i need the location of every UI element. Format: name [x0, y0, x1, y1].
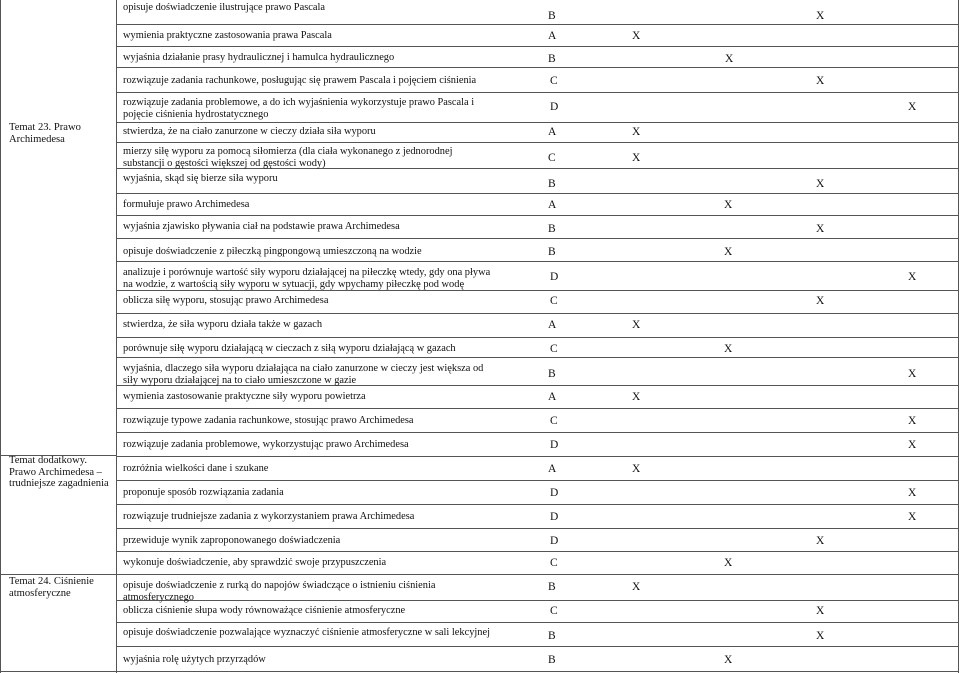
row-divider	[116, 67, 959, 68]
requirement-mark: X	[632, 30, 641, 42]
requirement-level: C	[550, 605, 558, 617]
requirement-level: D	[550, 511, 559, 523]
requirement-level: C	[550, 415, 558, 427]
row-divider	[116, 313, 959, 314]
row-divider	[116, 456, 959, 457]
requirement-level: A	[548, 319, 557, 331]
requirement-mark: X	[908, 368, 917, 380]
requirement-mark: X	[632, 319, 641, 331]
requirement-mark: X	[816, 10, 825, 22]
requirement-mark: X	[724, 654, 733, 666]
requirement-mark: X	[908, 439, 917, 451]
requirement-level: D	[550, 439, 559, 451]
requirement-mark: X	[908, 487, 917, 499]
requirement-mark: X	[724, 557, 733, 569]
requirement-level: D	[550, 535, 559, 547]
requirement-text: stwierdza, że na ciało zanurzone w cieczy działa siła wyporu	[123, 126, 376, 137]
requirement-text: wykonuje doświadczenie, aby sprawdzić swoje przypuszczenia	[123, 557, 387, 568]
requirement-level: C	[550, 557, 558, 569]
table-right-border	[958, 0, 959, 673]
requirement-level: B	[548, 654, 556, 666]
requirement-mark: X	[724, 246, 733, 258]
requirement-text: opisuje doświadczenie ilustrujące prawo Pascala	[123, 2, 325, 13]
requirement-text: oblicza siłę wyporu, stosując prawo Archimedesa	[123, 295, 329, 306]
requirement-mark: X	[816, 75, 825, 87]
requirement-text: stwierdza, że siła wyporu działa także w gazach	[123, 319, 323, 330]
requirement-text: oblicza ciśnienie słupa wody równoważące ciśnienie atmosferyczne	[123, 605, 406, 616]
requirement-text: proponuje sposób rozwiązania zadania	[123, 487, 284, 498]
requirement-level: B	[548, 581, 556, 593]
requirement-mark: X	[816, 630, 825, 642]
requirement-level: C	[548, 152, 556, 164]
requirement-mark: X	[632, 126, 641, 138]
requirement-level: C	[550, 75, 558, 87]
requirement-level: B	[548, 178, 556, 190]
requirement-level: A	[548, 199, 557, 211]
topic-label: Temat 24. Ciśnienie atmosferyczne	[9, 576, 94, 599]
row-divider	[116, 480, 959, 481]
requirement-text: mierzy siłę wyporu za pomocą siłomierza (dla ciała wykonanego z jednorodnej	[123, 146, 453, 157]
requirement-mark: X	[632, 152, 641, 164]
requirement-mark: X	[724, 199, 733, 211]
requirement-mark: X	[816, 605, 825, 617]
requirement-text: opisuje doświadczenie z rurką do napojów świadczące o istnieniu ciśnienia	[123, 580, 436, 591]
requirement-level: A	[548, 391, 557, 403]
requirement-text: wyjaśnia rolę użytych przyrządów	[123, 654, 266, 665]
requirement-text: pojęcie ciśnienia hydrostatycznego	[123, 108, 269, 120]
requirement-text: rozróżnia wielkości dane i szukane	[123, 463, 269, 474]
requirement-mark: X	[632, 463, 641, 475]
requirement-level: C	[550, 295, 558, 307]
topic-label: Temat dodatkowy. Prawo Archimedesa – trudniejsze zagadnienia	[9, 455, 109, 490]
requirement-text: wymienia zastosowanie praktyczne siły wyporu powietrza	[123, 391, 366, 402]
requirement-level: B	[548, 10, 556, 22]
topic-column-border	[116, 0, 117, 673]
requirement-text: rozwiązuje zadania problemowe, wykorzystując prawo Archimedesa	[123, 439, 409, 450]
requirement-mark: X	[816, 223, 825, 235]
row-divider	[116, 622, 959, 623]
requirement-text: przewiduje wynik zaproponowanego doświadczenia	[123, 535, 341, 546]
requirement-level: B	[548, 223, 556, 235]
requirement-text: wyjaśnia, dlaczego siła wyporu działająca na ciało zanurzone w cieczy jest większa od	[123, 363, 484, 374]
requirement-text: rozwiązuje zadania problemowe, a do ich wyjaśnienia wykorzystuje prawo Pascala i	[123, 97, 475, 108]
topic-label: Temat 23. Prawo Archimedesa	[9, 122, 81, 145]
requirement-level: D	[550, 101, 559, 113]
table-left-border	[0, 0, 1, 673]
topic-divider	[0, 574, 116, 575]
requirement-text: opisuje doświadczenie z piłeczką pingpongową umieszczoną na wodzie	[123, 246, 422, 257]
requirement-mark: X	[632, 391, 641, 403]
requirement-level: B	[548, 246, 556, 258]
requirement-level: D	[550, 487, 559, 499]
row-divider	[116, 261, 959, 262]
row-divider	[116, 432, 959, 433]
requirement-text: opisuje doświadczenie pozwalające wyznaczyć ciśnienie atmosferyczne w sali lekcyjnej	[123, 627, 490, 638]
row-divider	[116, 646, 959, 647]
requirement-mark: X	[632, 581, 641, 593]
requirement-text: porównuje siłę wyporu działającą w cieczach z siłą wyporu działającą w gazach	[123, 343, 456, 354]
requirement-mark: X	[908, 415, 917, 427]
requirement-mark: X	[908, 101, 917, 113]
row-divider	[116, 337, 959, 338]
requirement-mark: X	[908, 271, 917, 283]
row-divider	[116, 193, 959, 194]
requirement-mark: X	[908, 511, 917, 523]
table-bottom-border	[0, 671, 959, 672]
requirement-level: A	[548, 126, 557, 138]
requirement-level: B	[548, 53, 556, 65]
row-divider	[116, 238, 959, 239]
row-divider	[116, 122, 959, 123]
requirement-level: B	[548, 368, 556, 380]
row-divider	[116, 142, 959, 143]
requirement-text: atmosferycznego	[123, 591, 194, 603]
requirement-level: C	[550, 343, 558, 355]
requirement-text: analizuje i porównuje wartość siły wyporu działającej na piłeczkę wtedy, gdy ona pływa	[123, 267, 491, 278]
requirement-text: rozwiązuje zadania rachunkowe, posługując się prawem Pascala i pojęciem ciśnienia	[123, 75, 477, 86]
requirement-text: formułuje prawo Archimedesa	[123, 199, 250, 210]
requirement-text: wyjaśnia, skąd się bierze siła wyporu	[123, 173, 278, 184]
row-divider	[116, 215, 959, 216]
row-divider	[116, 46, 959, 47]
row-divider	[116, 408, 959, 409]
row-divider	[116, 528, 959, 529]
row-divider	[116, 92, 959, 93]
requirement-mark: X	[816, 535, 825, 547]
requirement-text: rozwiązuje typowe zadania rachunkowe, stosując prawo Archimedesa	[123, 415, 414, 426]
row-divider	[116, 357, 959, 358]
requirement-level: B	[548, 630, 556, 642]
row-divider	[116, 600, 959, 601]
requirement-mark: X	[816, 295, 825, 307]
requirement-text: wymienia praktyczne zastosowania prawa Pascala	[123, 30, 332, 41]
row-divider	[116, 551, 959, 552]
row-divider	[116, 574, 959, 575]
requirement-level: D	[550, 271, 559, 283]
row-divider	[116, 504, 959, 505]
requirement-text: wyjaśnia zjawisko pływania ciał na podstawie prawa Archimedesa	[123, 221, 400, 232]
requirement-level: A	[548, 463, 557, 475]
requirement-text: rozwiązuje trudniejsze zadania z wykorzystaniem prawa Archimedesa	[123, 511, 415, 522]
requirement-mark: X	[724, 343, 733, 355]
requirement-mark: X	[725, 53, 734, 65]
requirement-text: na wodzie, z wartością siły wyporu w sytuacji, gdy wpychamy piłeczkę pod wodę	[123, 278, 465, 290]
requirement-level: A	[548, 30, 557, 42]
row-divider	[116, 24, 959, 25]
requirement-text: substancji o gęstości większej od gęstości wody)	[123, 157, 326, 169]
requirement-text: siły wyporu działającej na to ciało umieszczone w gazie	[123, 374, 357, 386]
requirement-mark: X	[816, 178, 825, 190]
requirement-text: wyjaśnia działanie prasy hydraulicznej i hamulca hydraulicznego	[123, 52, 395, 63]
